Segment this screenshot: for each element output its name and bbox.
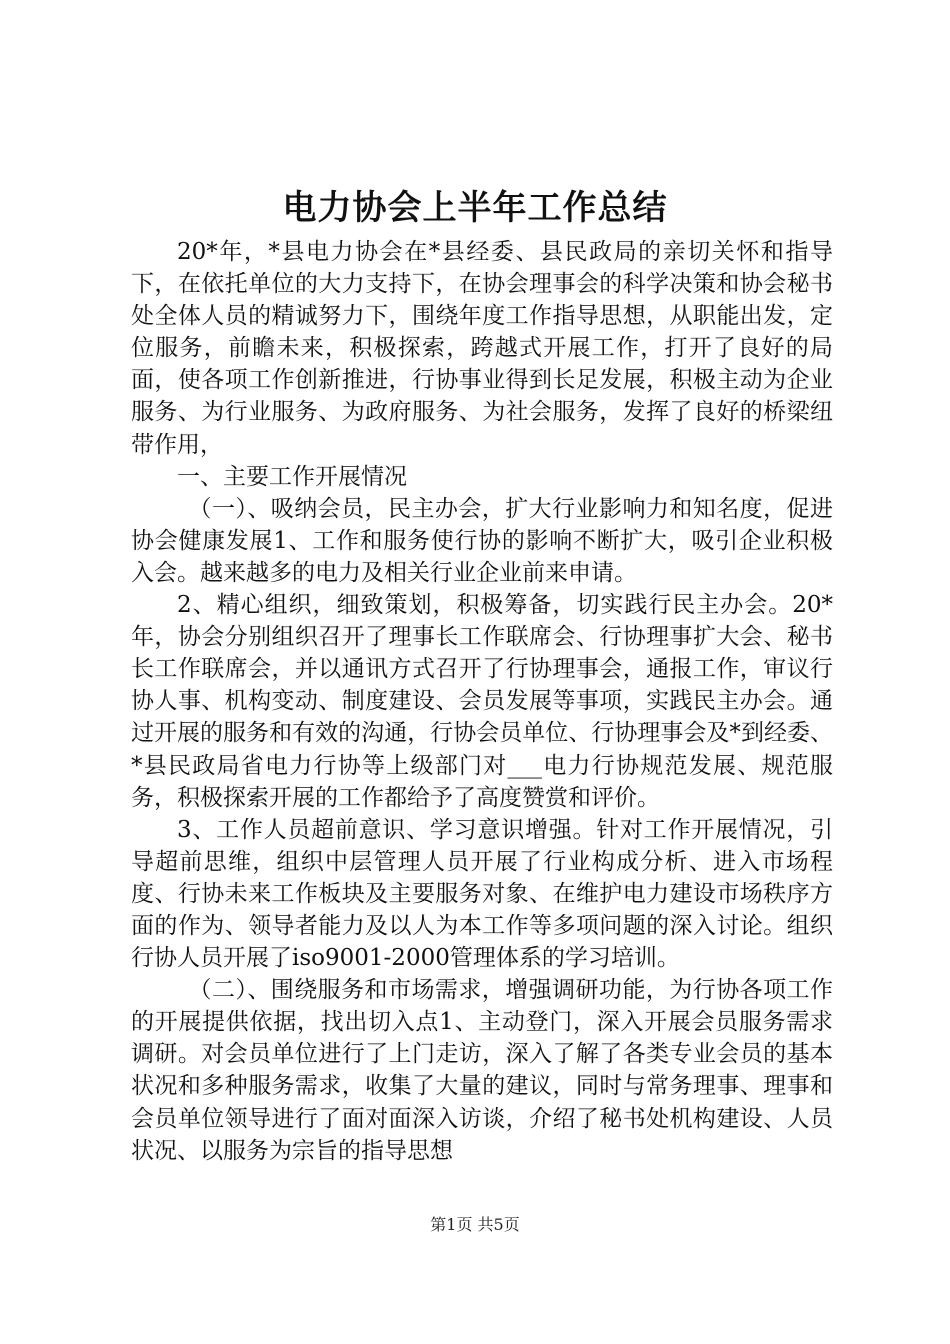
page-number-footer: 第1页 共5页	[430, 1215, 520, 1234]
intro-paragraph: 20*年，*县电力协会在*县经委、县民政局的亲切关怀和指导下，在依托单位的大力支持下，在协会理事会的科学决策和协会秘书处全体人员的精诚努力下，围绕年度工作指导思想，从职能出发，定位服务，前瞻未来，积极探索，跨越式开展工作，打开了良好的局面，使各项工作创新推进，行协事业得到长足发展，积极主动为企业服务、为行业服务、为政府服务、为社会服务，发挥了良好的桥梁纽带作用，	[131, 239, 833, 458]
section-heading-main-work: 一、主要工作开展情况	[177, 463, 407, 490]
subsection-one-paragraph: （一）、吸纳会员，民主办会，扩大行业影响力和知名度，促进协会健康发展1、工作和服务使行协的影响不断扩大，吸引企业积极入会。越来越多的电力及相关行业企业前来申请。	[131, 495, 833, 586]
item-two-paragraph: 2、精心组织，细致策划，积极筹备，切实践行民主办会。20*年，协会分别组织召开了理事长工作联席会、行协理事扩大会、秘书长工作联席会，并以通讯方式召开了行协理事会，通报工作，审议行协人事、机构变动、制度建设、会员发展等事项，实践民主办会。通过开展的服务和有效的沟通，行协会员单位、行协理事会及*到经委、*县民政局省电力行协等上级部门对___电力行协规范发展、规范服务，积极探索开展的工作都给予了高度赞赏和评价。	[131, 592, 833, 811]
document-body	[131, 236, 833, 1167]
subsection-two-paragraph: （二）、围绕服务和市场需求，增强调研功能，为行协各项工作的开展提供依据，找出切入点1、主动登门，深入开展会员服务需求调研。对会员单位进行了上门走访，深入了解了各类专业会员的基本状况和多种服务需求，收集了大量的建议，同时与常务理事、理事和会员单位领导进行了面对面深入访谈，介绍了秘书处机构建设、人员状况、以服务为宗旨的指导思想	[131, 977, 833, 1164]
item-three-paragraph: 3、工作人员超前意识、学习意识增强。针对工作开展情况，引导超前思维，组织中层管理人员开展了行业构成分析、进入市场程度、行协未来工作板块及主要服务对象、在维护电力建设市场秩序方面的作为、领导者能力及以人为本工作等多项问题的深入讨论。组织行协人员开展了iso9001-2000管理体系的学习培训。	[131, 816, 833, 972]
page-title: 电力协会上半年工作总结	[282, 188, 668, 228]
